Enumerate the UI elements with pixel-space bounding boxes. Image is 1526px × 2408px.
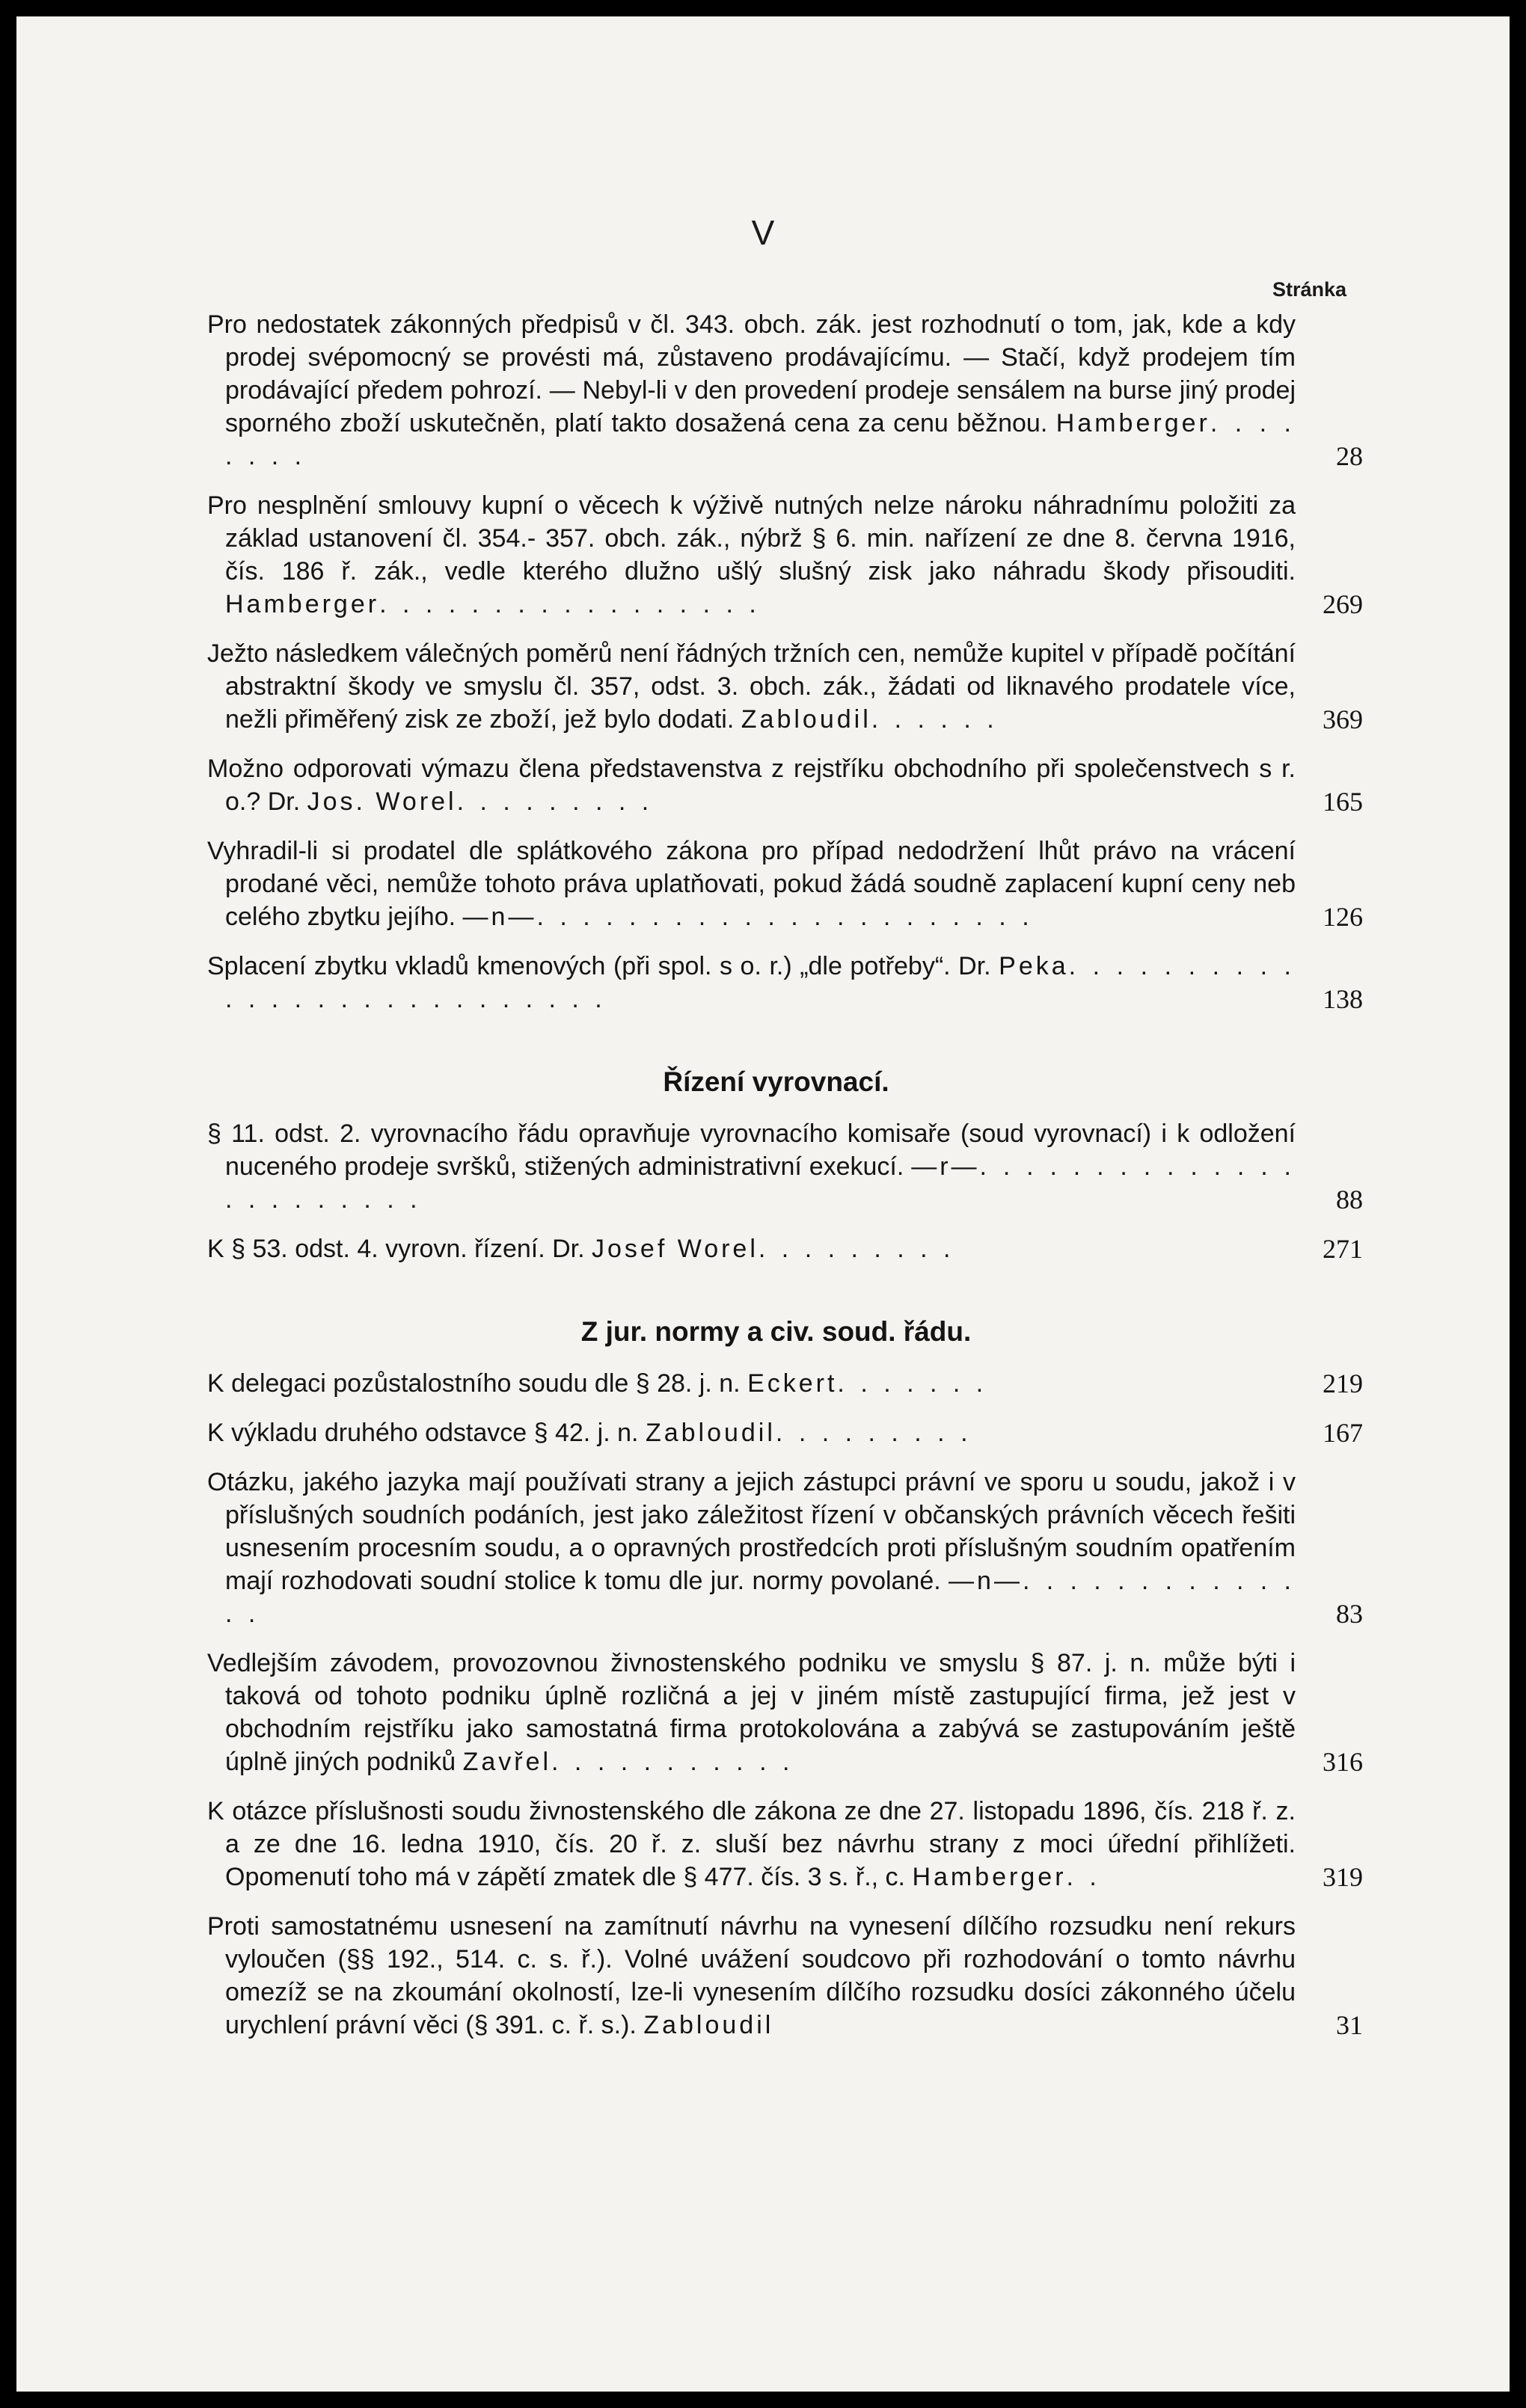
index-entry [207,1117,1363,1216]
entry-leader-dots: . . . . . . . . . . . . . . . . . . . . . . . . . . . [225,952,1296,1013]
entry-leader-dots: . . . . . . . . . [758,1235,955,1263]
entry-author: Peka [999,952,1069,980]
index-entry [207,308,1363,473]
entry-leader-dots: . . [1066,1863,1101,1891]
entry-text: Otázku, jakého jazyka mají používati strany a jejich zástupci právní ve sporu u soudu, jakož i v příslušných soudních podáních, jest jako záležitost řízení v občanských právních věcech řešiti usnesením procesním soudu, a o opravných prostředcích proti příslušným soudním opatřením mají rozhodovati soudní stolice k tomu dle jur. normy povolané. [207,1468,1296,1595]
entry-text: Možno odporovati výmazu člena představenstva z rejstříku obchodního při společenstvech s r. o.? Dr. [207,755,1296,816]
entry-text: Ježto následkem válečných poměrů není řádných tržních cen, nemůže kupitel v případě počítání abstraktní škody ve smyslu čl. 357, odst. 3. obch. zák., žádati od liknavého prodatele více, nežli přiměřený zisk ze zboží, jež bylo dodati. [207,639,1296,734]
entry-author: Hamberger [912,1863,1067,1891]
entry-leader-dots: . . . . . . . . . . . [551,1748,794,1776]
entry-author: Eckert [747,1369,838,1398]
index-entry [207,1367,1363,1400]
entry-text: K výkladu druhého odstavce § 42. j. n. [207,1419,639,1447]
entry-text: Proti samostatnému usnesení na zamítnutí návrhu na vynesení dílčího rozsudku není rekurs vyloučen (§§ 192., 514. c. s. ř.). Volné uvážení soudcovo při rozhodování o tomto návrhu omezíž se na zkoumání okolností, lze-li vynesením dílčího rozsudku dosíci zákonného účelu urychlení právní věci (§ 391. c. ř. s.). [207,1912,1296,2039]
index-entry [207,752,1363,818]
entry-leader-dots: . . . . . . . [837,1369,988,1398]
entry-page-number: 83 [1336,1599,1363,1629]
entry-page-number: 28 [1336,441,1363,471]
entry-author: Zavřel [462,1748,552,1776]
entry-page-number: 126 [1323,902,1363,932]
entry-page-number: 138 [1323,984,1363,1014]
entry-text: K otázce příslušnosti soudu živnostenského dle zákona ze dne 27. listopadu 1896, čís. 218 ř. z. a ze dne 16. ledna 1910, čís. 20 ř. z. sluší bez návrhu strany z moci úřední přihlížeti. Opomenutí toho má v zápětí zmatek dle § 477. čís. 3 s. ř., c. [207,1797,1296,1891]
index-content [207,308,1363,2042]
entry-leader-dots: . . . . . . . . . . . . . . [225,1567,1296,1628]
index-entry [207,1466,1363,1630]
page-folio: V [751,213,775,252]
entry-text: Vyhradil-li si prodatel dle splátkového zákona pro případ nedodržení lhůt právo na vrácení prodané věci, nemůže tohoto práva uplatňovati, pokud žádá soudně zaplacení kupní ceny neb celého zbytku jejího. [207,837,1296,931]
entry-author: —n— [462,903,537,931]
entry-author: —n— [949,1567,1023,1595]
index-entry [207,637,1363,736]
entry-page-number: 219 [1323,1369,1363,1398]
index-entry [207,1416,1363,1449]
index-entry [207,835,1363,933]
section-heading-rizeni-vyrovnaci: Řízení vyrovnací. [663,1066,889,1097]
entry-page-number: 165 [1323,787,1363,817]
entry-leader-dots: . . . . . . . . . . . . . . . . . . . . . . . [225,1152,1296,1214]
entry-page-number: 31 [1336,2010,1363,2040]
entry-page-number: 167 [1323,1418,1363,1448]
page-column-label: Stránka [1272,278,1346,301]
entry-leader-dots: . . . . . . [871,705,999,734]
index-entry [207,950,1363,1016]
entry-text: Pro nedostatek zákonných předpisů v čl. 343. obch. zák. jest rozhodnutí o tom, jak, kde a kdy prodej svépomocný se provésti má, zůstaveno prodávajícímu. — Stačí, když prodejem tím prodávající předem pohrozí. — Nebyl-li v den provedení prodeje sensálem na burse jiný prodej sporného zboží uskutečněn, platí takto dosažená cena za cenu běžnou. [207,310,1296,437]
entry-leader-dots: . . . . . . . . . [456,787,654,816]
entry-page-number: 88 [1336,1185,1363,1214]
index-entry [207,489,1363,621]
entry-leader-dots: . . . . . . . . . [775,1419,972,1447]
entry-text: K § 53. odst. 4. vyrovn. řízení. Dr. [207,1235,585,1263]
index-entry [207,1232,1363,1265]
entry-author: Zabloudil [643,2011,774,2039]
entry-leader-dots: . . . . . . . . [225,409,1296,470]
entry-text: Vedlejším závodem, provozovnou živnostenského podniku ve smyslu § 87. j. n. může býti i taková od tohoto podniku úplně rozličná a jej v jiném místě zastupující firma, jež jest v obchodním rejstříku jako samostatná firma protokolována a zabývá se zastupováním ještě úplně jiných podniků [207,1649,1296,1776]
entry-page-number: 269 [1323,589,1363,619]
index-entry [207,1910,1363,2042]
entry-page-number: 316 [1323,1747,1363,1777]
entry-author: Josef Worel [592,1235,759,1263]
entry-page-number: 319 [1323,1862,1363,1892]
entry-author: Hamberger [1055,409,1210,437]
section-heading-jur-normy: Z jur. normy a civ. soud. řádu. [580,1316,972,1347]
index-entry [207,1795,1363,1893]
entry-author: Jos. Worel [307,787,457,816]
entry-page-number: 369 [1323,704,1363,734]
entry-page-number: 271 [1323,1234,1363,1264]
entry-author: Zabloudil [741,705,871,734]
entry-author: —r— [911,1152,980,1181]
page [16,16,1510,2392]
entry-text: Pro nesplnění smlouvy kupní o věcech k výživě nutných nelze nároku náhradnímu položiti za základ ustanovení čl. 354.- 357. obch. zák., nýbrž § 6. min. nařízení ze dne 8. června 1916, čís. 186 ř. zák., vedle kterého dlužno ušlý slušný zisk jako náhradu škody přisouditi. [207,491,1296,586]
entry-text: § 11. odst. 2. vyrovnacího řádu opravňuje vyrovnacího komisaře (soud vyrovnací) i k odložení nuceného prodeje svršků, stižených administrativní exekucí. [207,1119,1296,1181]
entry-leader-dots: . . . . . . . . . . . . . . . . . [379,590,761,618]
entry-leader-dots: . . . . . . . . . . . . . . . . . . . . . . [536,903,1034,931]
entry-author: Zabloudil [645,1419,776,1447]
entry-author: Hamberger [225,590,380,618]
entry-text: Splacení zbytku vkladů kmenových (při spol. s o. r.) „dle potřeby“. Dr. [207,952,991,980]
entry-text: K delegaci pozůstalostního soudu dle § 28. j. n. [207,1369,741,1398]
index-entry [207,1647,1363,1778]
